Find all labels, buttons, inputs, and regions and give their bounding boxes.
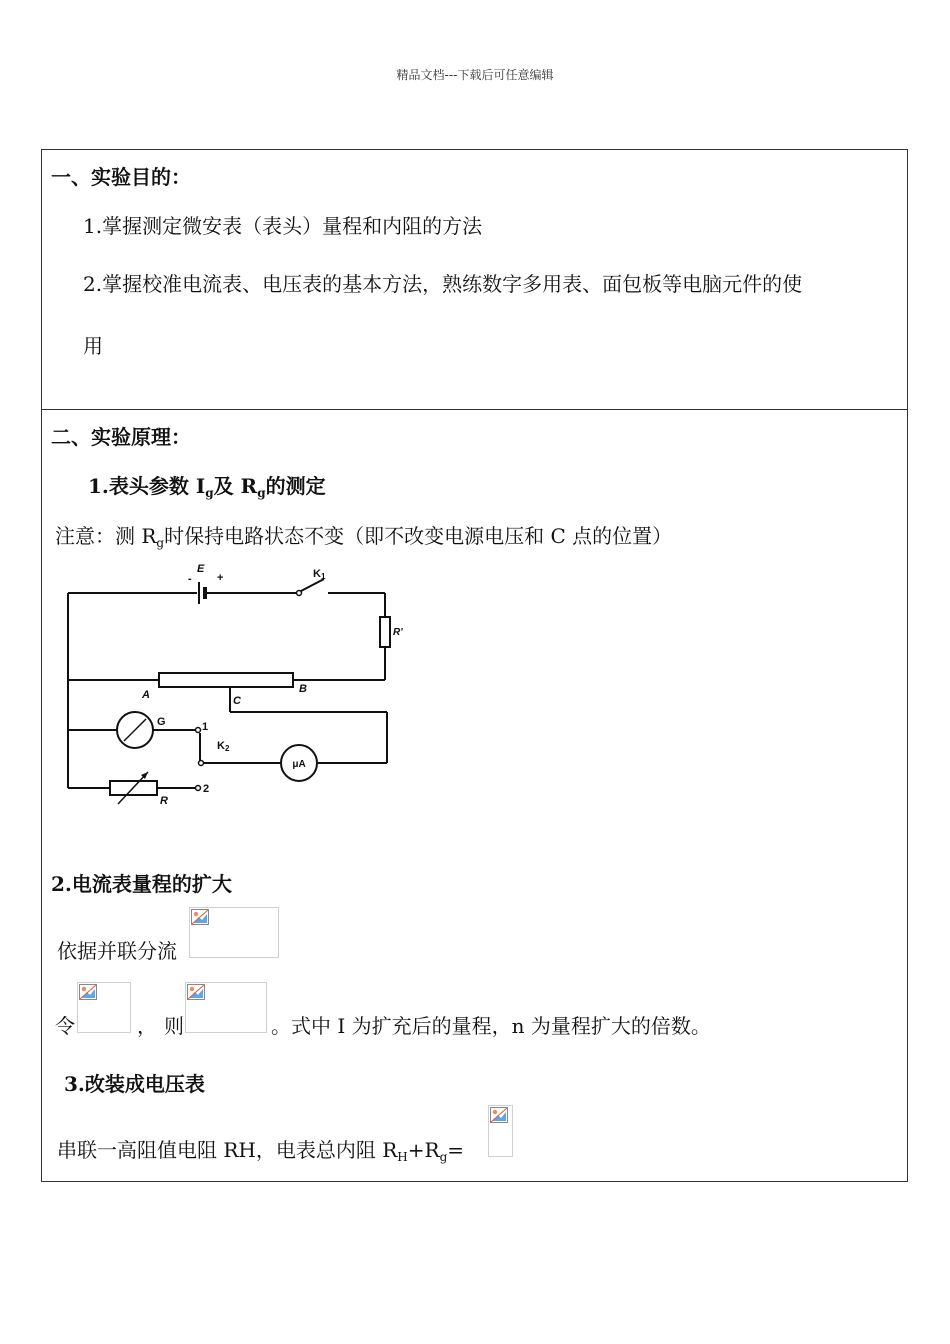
broken-image-icon xyxy=(79,984,97,1000)
label-C: C xyxy=(233,695,241,707)
label-2: 2 xyxy=(203,783,210,795)
ling-text: 令 xyxy=(55,1014,75,1038)
label-Rprime: R' xyxy=(393,627,403,638)
formula-image-1 xyxy=(189,907,279,958)
subsection-2-heading: 2.电流表量程的扩大 xyxy=(51,872,232,896)
objective-item-1: 1.掌握测定微安表（表头）量程和内阻的方法 xyxy=(83,214,483,238)
label-B: B xyxy=(299,683,307,695)
series-resistor-text: 串联一高阻值电阻 RH，电表总内阻 $R_H+R_g=$ xyxy=(57,1138,465,1164)
label-G: G xyxy=(157,716,166,728)
objective-item-2-cont: 用 xyxy=(83,334,103,358)
label-E: E xyxy=(197,563,205,575)
section1-title: 一、实验目的： xyxy=(51,165,191,189)
broken-image-icon xyxy=(187,984,205,1000)
parallel-shunt-text: 依据并联分流 xyxy=(57,939,177,963)
circuit-diagram xyxy=(60,560,410,810)
label-K1: K1 xyxy=(313,568,326,581)
formula-image-2 xyxy=(77,982,131,1033)
broken-image-icon xyxy=(191,909,209,925)
label-R: R xyxy=(160,795,168,807)
broken-image-icon xyxy=(490,1107,508,1123)
expansion-explanation: 。式中 I 为扩充后的量程，n 为量程扩大的倍数。 xyxy=(271,1014,711,1038)
label-A: A xyxy=(142,689,150,701)
formula-image-3 xyxy=(185,982,267,1033)
page-header: 精品文档---下载后可任意编辑 xyxy=(396,68,554,82)
subsection-1-heading: 1.表头参数 $I_g$及 $R_g$的测定 xyxy=(88,474,326,500)
label-1: 1 xyxy=(202,721,209,733)
ze-text: 则 xyxy=(164,1014,184,1038)
label-uA: μA xyxy=(292,759,306,770)
subsection-3-heading: 3.改装成电压表 xyxy=(64,1072,205,1096)
formula-image-4 xyxy=(488,1105,513,1157)
section2-title: 二、实验原理： xyxy=(51,425,191,449)
comma-text: ， xyxy=(137,1014,157,1038)
label-K2: K2 xyxy=(217,740,230,753)
label-plus: + xyxy=(217,572,224,584)
note-text: 注意：测 $R_g$时保持电路状态不变（即不改变电源电压和 C 点的位置） xyxy=(55,524,673,550)
objective-item-2: 2.掌握校准电流表、电压表的基本方法，熟练数字多用表、面包板等电脑元件的使 xyxy=(83,272,803,296)
label-minus: - xyxy=(188,573,192,585)
